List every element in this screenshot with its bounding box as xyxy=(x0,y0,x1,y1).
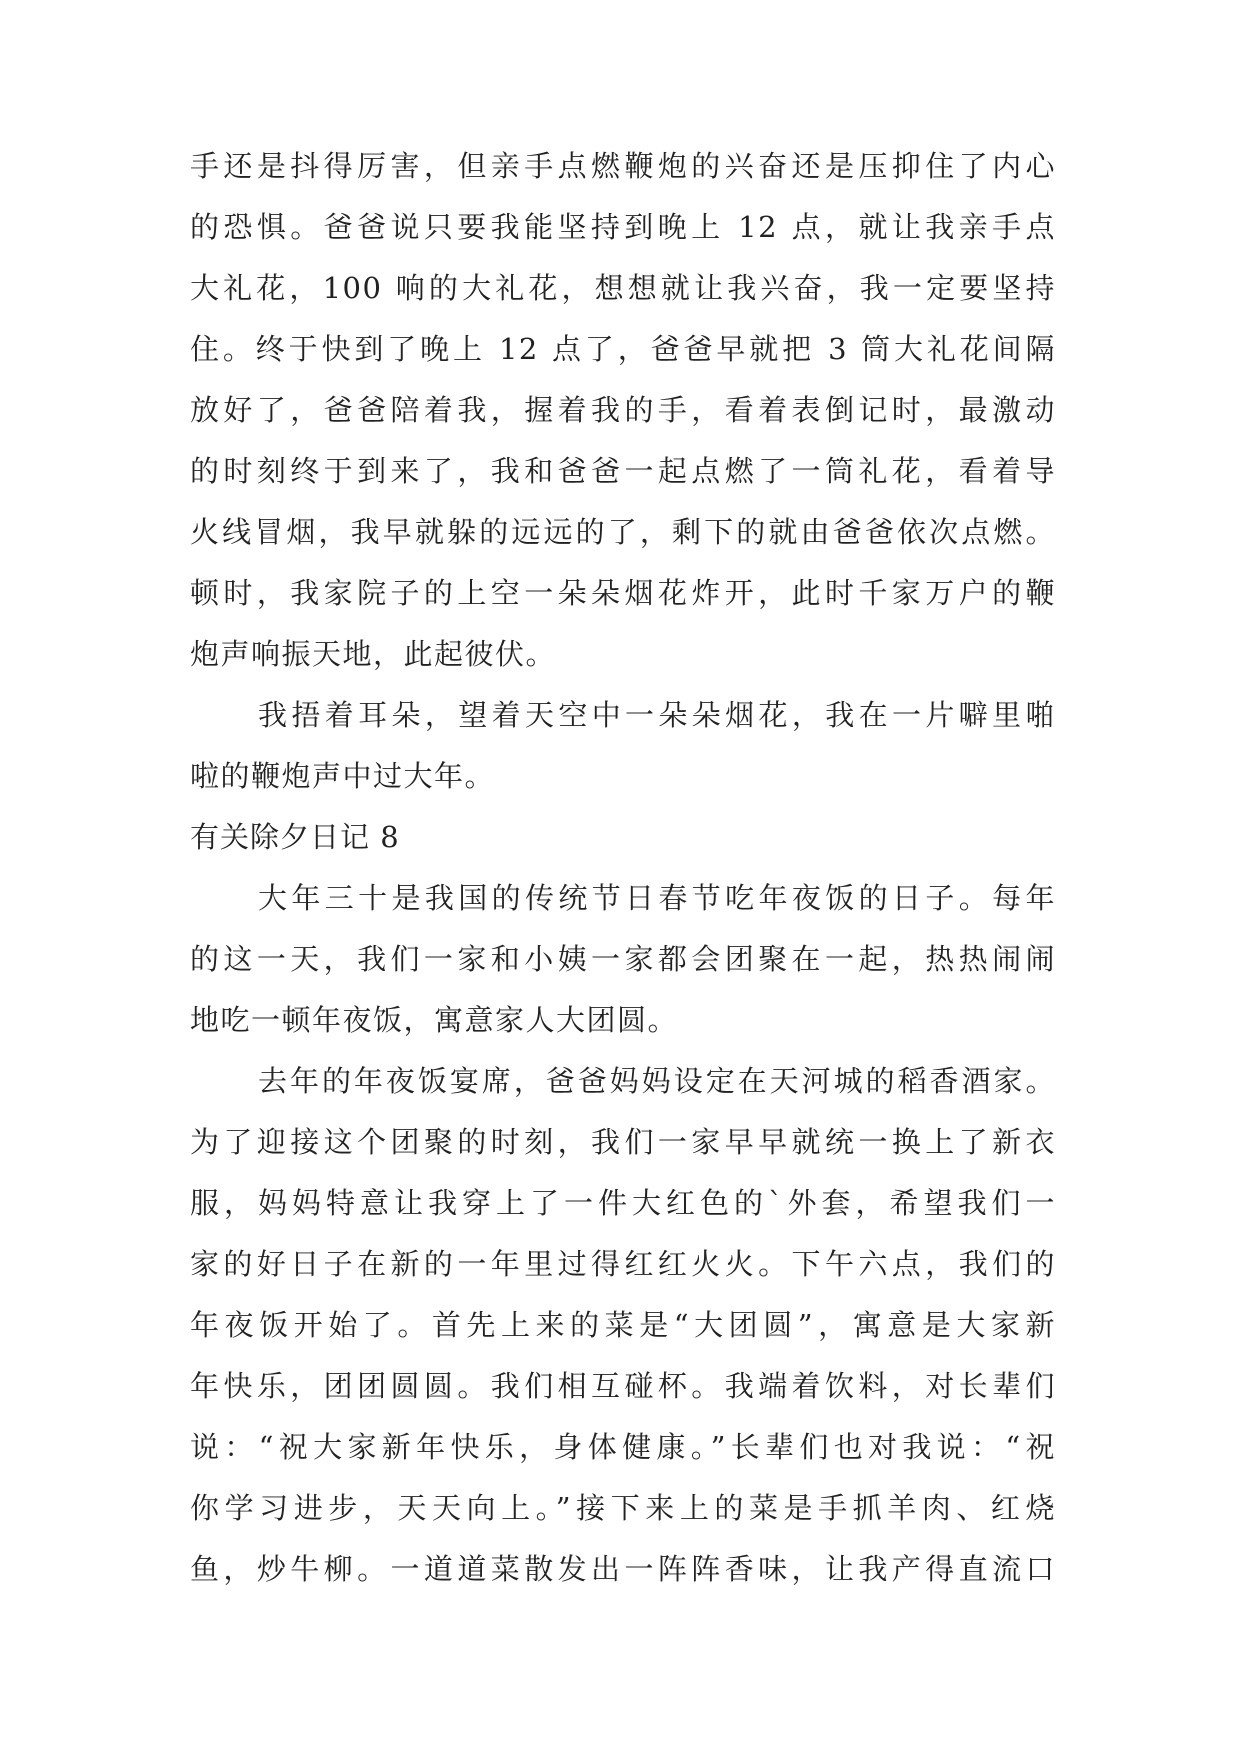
text-line: 服，妈妈特意让我穿上了一件大红色的`外套，希望我们一 xyxy=(190,1186,1056,1220)
section-heading: 有关除夕日记 8 xyxy=(190,820,400,854)
text-line: 你学习进步，天天向上。”接下来上的菜是手抓羊肉、红烧 xyxy=(190,1491,1056,1525)
text-line: 为了迎接这个团聚的时刻，我们一家早早就统一换上了新衣 xyxy=(190,1125,1056,1159)
paragraph-start-line: 大年三十是我国的传统节日春节吃年夜饭的日子。每年 xyxy=(258,881,1056,915)
text-line: 炮声响振天地，此起彼伏。 xyxy=(190,637,557,671)
text-line: 放好了，爸爸陪着我，握着我的手，看着表倒记时，最激动 xyxy=(190,393,1056,427)
text-line: 地吃一顿年夜饭，寓意家人大团圆。 xyxy=(190,1003,679,1037)
text-line: 顿时，我家院子的上空一朵朵烟花炸开，此时千家万户的鞭 xyxy=(190,576,1056,610)
text-line: 手还是抖得厉害，但亲手点燃鞭炮的兴奋还是压抑住了内心 xyxy=(190,149,1056,183)
paragraph-start-line: 我捂着耳朵，望着天空中一朵朵烟花，我在一片噼里啪 xyxy=(258,698,1056,732)
document-body xyxy=(190,136,1056,1600)
text-line: 啦的鞭炮声中过大年。 xyxy=(190,759,496,793)
text-line: 的这一天，我们一家和小姨一家都会团聚在一起，热热闹闹 xyxy=(190,942,1056,976)
text-line: 家的好日子在新的一年里过得红红火火。下午六点，我们的 xyxy=(190,1247,1056,1281)
text-line: 火线冒烟，我早就躲的远远的了，剩下的就由爸爸依次点燃。 xyxy=(190,515,1056,549)
text-line: 的恐惧。爸爸说只要我能坚持到晚上 12 点，就让我亲手点 xyxy=(190,210,1056,244)
text-line: 年快乐，团团圆圆。我们相互碰杯。我端着饮料，对长辈们 xyxy=(190,1369,1056,1403)
text-line: 说：“祝大家新年快乐，身体健康。”长辈们也对我说：“祝 xyxy=(190,1430,1056,1464)
text-line: 大礼花，100 响的大礼花，想想就让我兴奋，我一定要坚持 xyxy=(190,271,1056,305)
text-line: 鱼，炒牛柳。一道道菜散发出一阵阵香味，让我产得直流口 xyxy=(190,1552,1056,1586)
paragraph-start-line: 去年的年夜饭宴席，爸爸妈妈设定在天河城的稻香酒家。 xyxy=(258,1064,1056,1098)
text-line: 年夜饭开始了。首先上来的菜是“大团圆”，寓意是大家新 xyxy=(190,1308,1056,1342)
text-line: 住。终于快到了晚上 12 点了，爸爸早就把 3 筒大礼花间隔 xyxy=(190,332,1056,366)
text-line: 的时刻终于到来了，我和爸爸一起点燃了一筒礼花，看着导 xyxy=(190,454,1056,488)
